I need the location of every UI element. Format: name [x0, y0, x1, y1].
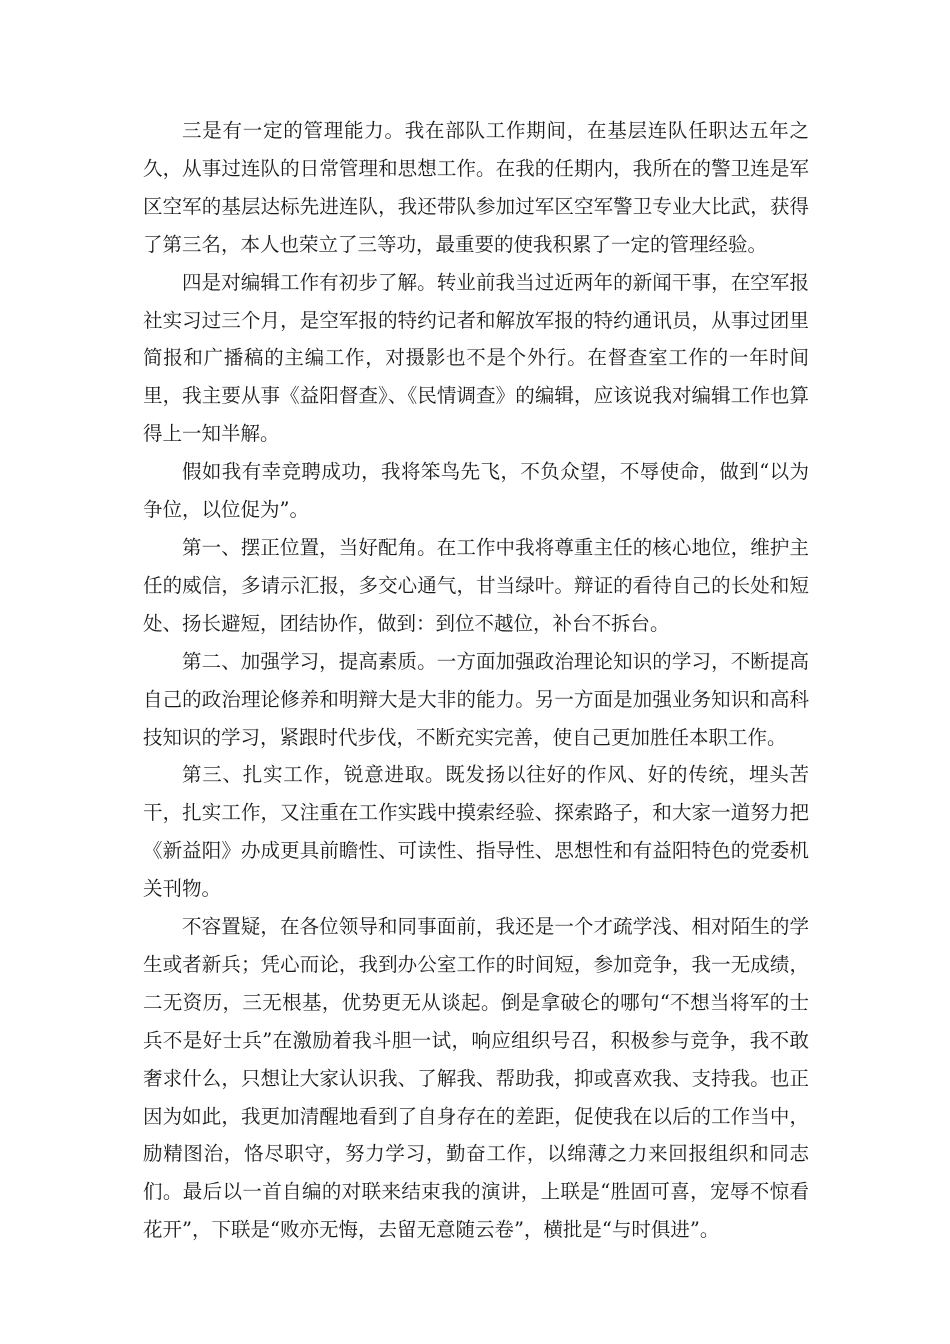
document-body: [143, 112, 809, 1249]
paragraph-second-study: 第二、加强学习，提高素质。一方面加强政治理论知识的学习，不断提高自己的政治理论修养和明辩大是大非的能力。另一方面是加强业务知识和高科技知识的学习，紧跟时代步伐，不断充实完善，使自己更加胜任本职工作。: [143, 649, 809, 749]
paragraph-management-ability: 三是有一定的管理能力。我在部队工作期间，在基层连队任职达五年之久，从事过连队的日常管理和思想工作。在我的任期内，我所在的警卫连是军区空军的基层达标先进连队，我还带队参加过军区空军警卫专业大比武，获得了第三名，本人也荣立了三等功，最重要的使我积累了一定的管理经验。: [143, 119, 809, 256]
paragraph-third-work: 第三、扎实工作，锐意进取。既发扬以往好的作风、好的传统，埋头苦干，扎实工作，又注重在工作实践中摸索经验、探索路子，和大家一道努力把《新益阳》办成更具前瞻性、可读性、指导性、思想性和有益阳特色的党委机关刊物。: [143, 763, 809, 901]
paragraph-editing-experience: 四是对编辑工作有初步了解。转业前我当过近两年的新闻干事，在空军报社实习过三个月，是空军报的特约记者和解放军报的特约通讯员，从事过团里简报和广播稿的主编工作，对摄影也不是个外行。在督查室工作的一年时间里，我主要从事《益阳督查》、《民情调查》的编辑，应该说我对编辑工作也算得上一知半解。: [143, 270, 809, 446]
paragraph-if-successful: 假如我有幸竞聘成功，我将笨鸟先飞，不负众望，不辱使命，做到“以为争位，以位促为”。: [143, 460, 809, 522]
paragraph-first-position: 第一、摆正位置，当好配角。在工作中我将尊重主任的核心地位，维护主任的威信，多请示汇报，多交心通气，甘当绿叶。辩证的看待自己的长处和短处、扬长避短，团结协作，做到：到位不越位，补台不拆台。: [143, 535, 809, 635]
paragraph-closing: 不容置疑，在各位领导和同事面前，我还是一个才疏学浅、相对陌生的学生或者新兵；凭心而论，我到办公室工作的时间短，参加竞争，我一无成绩，二无资历，三无根基，优势更无从谈起。倒是拿破仑的哪句“不想当将军的士兵不是好士兵”在激励着我斗胆一试，响应组织号召，积极参与竞争，我不敢奢求什么，只想让大家认识我、了解我、帮助我，抑或喜欢我、支持我。也正因为如此，我更加清醒地看到了自身存在的差距，促使我在以后的工作当中，励精图治，恪尽职守，努力学习，勤奋工作，以绵薄之力来回报组织和同志们。最后以一首自编的对联来结束我的演讲，上联是“胜固可喜，宠辱不惊看花开”，下联是“败亦无悔，去留无意随云卷”，横批是“与时俱进”。: [143, 915, 809, 1242]
